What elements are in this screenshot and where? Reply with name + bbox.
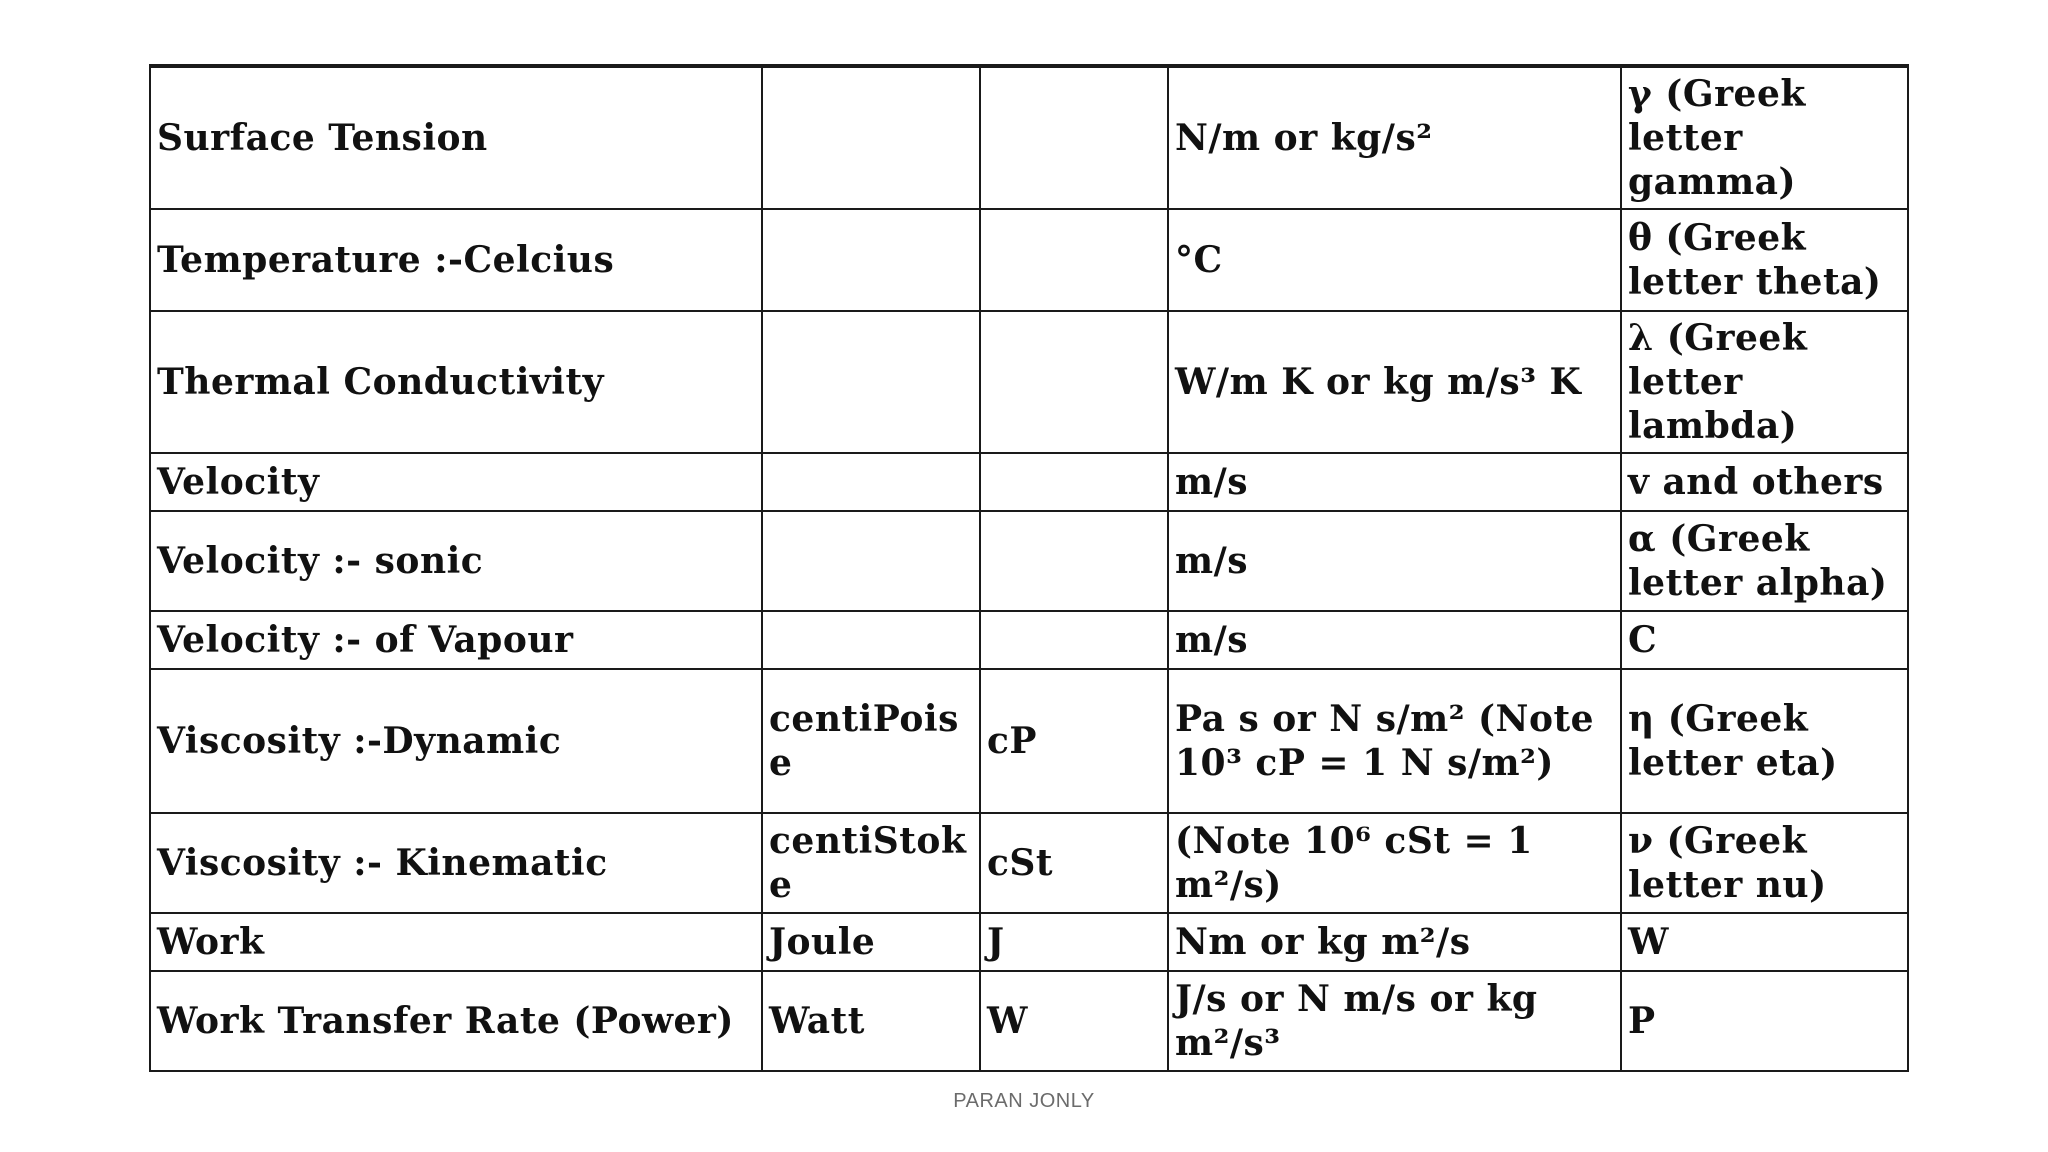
quantity-cell: Surface Tension	[150, 66, 762, 209]
symbol-cell	[980, 66, 1168, 209]
si-unit-cell: (Note 10⁶ cSt = 1 m²/s)	[1168, 813, 1621, 913]
table-row	[150, 453, 1908, 511]
quantity-cell: Velocity	[150, 453, 762, 511]
unit-cell: Joule	[762, 913, 980, 971]
quantity-cell: Viscosity :-Dynamic	[150, 669, 762, 813]
symbol-cell: cP	[980, 669, 1168, 813]
quantity-cell: Velocity :- sonic	[150, 511, 762, 611]
quantity-cell: Work Transfer Rate (Power)	[150, 971, 762, 1071]
unit-cell	[762, 611, 980, 669]
si-unit-cell: m/s	[1168, 511, 1621, 611]
si-unit-cell: °C	[1168, 209, 1621, 311]
quantity-cell: Work	[150, 913, 762, 971]
symbol-cell	[980, 453, 1168, 511]
si-unit-cell: m/s	[1168, 453, 1621, 511]
si-unit-cell: W/m K or kg m/s³ K	[1168, 311, 1621, 453]
si-unit-cell: Nm or kg m²/s	[1168, 913, 1621, 971]
quantity-cell: Temperature :-Celcius	[150, 209, 762, 311]
unit-cell	[762, 209, 980, 311]
notation-cell: θ (Greek letter theta)	[1621, 209, 1908, 311]
table-row	[150, 971, 1908, 1071]
symbol-cell: W	[980, 971, 1168, 1071]
notation-cell: ν (Greek letter nu)	[1621, 813, 1908, 913]
unit-cell	[762, 453, 980, 511]
unit-cell	[762, 311, 980, 453]
quantity-cell: Viscosity :- Kinematic	[150, 813, 762, 913]
notation-cell: η (Greek letter eta)	[1621, 669, 1908, 813]
symbol-cell: cSt	[980, 813, 1168, 913]
notation-cell: P	[1621, 971, 1908, 1071]
table-row	[150, 66, 1908, 209]
unit-cell: centiPoise	[762, 669, 980, 813]
table-row	[150, 913, 1908, 971]
quantity-cell: Velocity :- of Vapour	[150, 611, 762, 669]
unit-cell	[762, 66, 980, 209]
notation-cell: v and others	[1621, 453, 1908, 511]
table-row	[150, 813, 1908, 913]
si-unit-cell: Pa s or N s/m² (Note 10³ cP = 1 N s/m²)	[1168, 669, 1621, 813]
notation-cell: W	[1621, 913, 1908, 971]
si-unit-cell: N/m or kg/s²	[1168, 66, 1621, 209]
table-row	[150, 511, 1908, 611]
quantity-cell: Thermal Conductivity	[150, 311, 762, 453]
unit-cell: Watt	[762, 971, 980, 1071]
symbol-cell	[980, 209, 1168, 311]
si-unit-cell: J/s or N m/s or kg m²/s³	[1168, 971, 1621, 1071]
table-row	[150, 611, 1908, 669]
notation-cell: γ (Greek letter gamma)	[1621, 66, 1908, 209]
symbol-cell	[980, 511, 1168, 611]
units-table	[149, 64, 1909, 1072]
table-row	[150, 209, 1908, 311]
footer-text: PARAN JONLY	[953, 1090, 1095, 1112]
notation-cell: α (Greek letter alpha)	[1621, 511, 1908, 611]
table-row	[150, 311, 1908, 453]
unit-cell: centiStoke	[762, 813, 980, 913]
symbol-cell	[980, 611, 1168, 669]
si-unit-cell: m/s	[1168, 611, 1621, 669]
unit-cell	[762, 511, 980, 611]
symbol-cell	[980, 311, 1168, 453]
table-row	[150, 669, 1908, 813]
symbol-cell: J	[980, 913, 1168, 971]
notation-cell: λ (Greek letter lambda)	[1621, 311, 1908, 453]
notation-cell: C	[1621, 611, 1908, 669]
